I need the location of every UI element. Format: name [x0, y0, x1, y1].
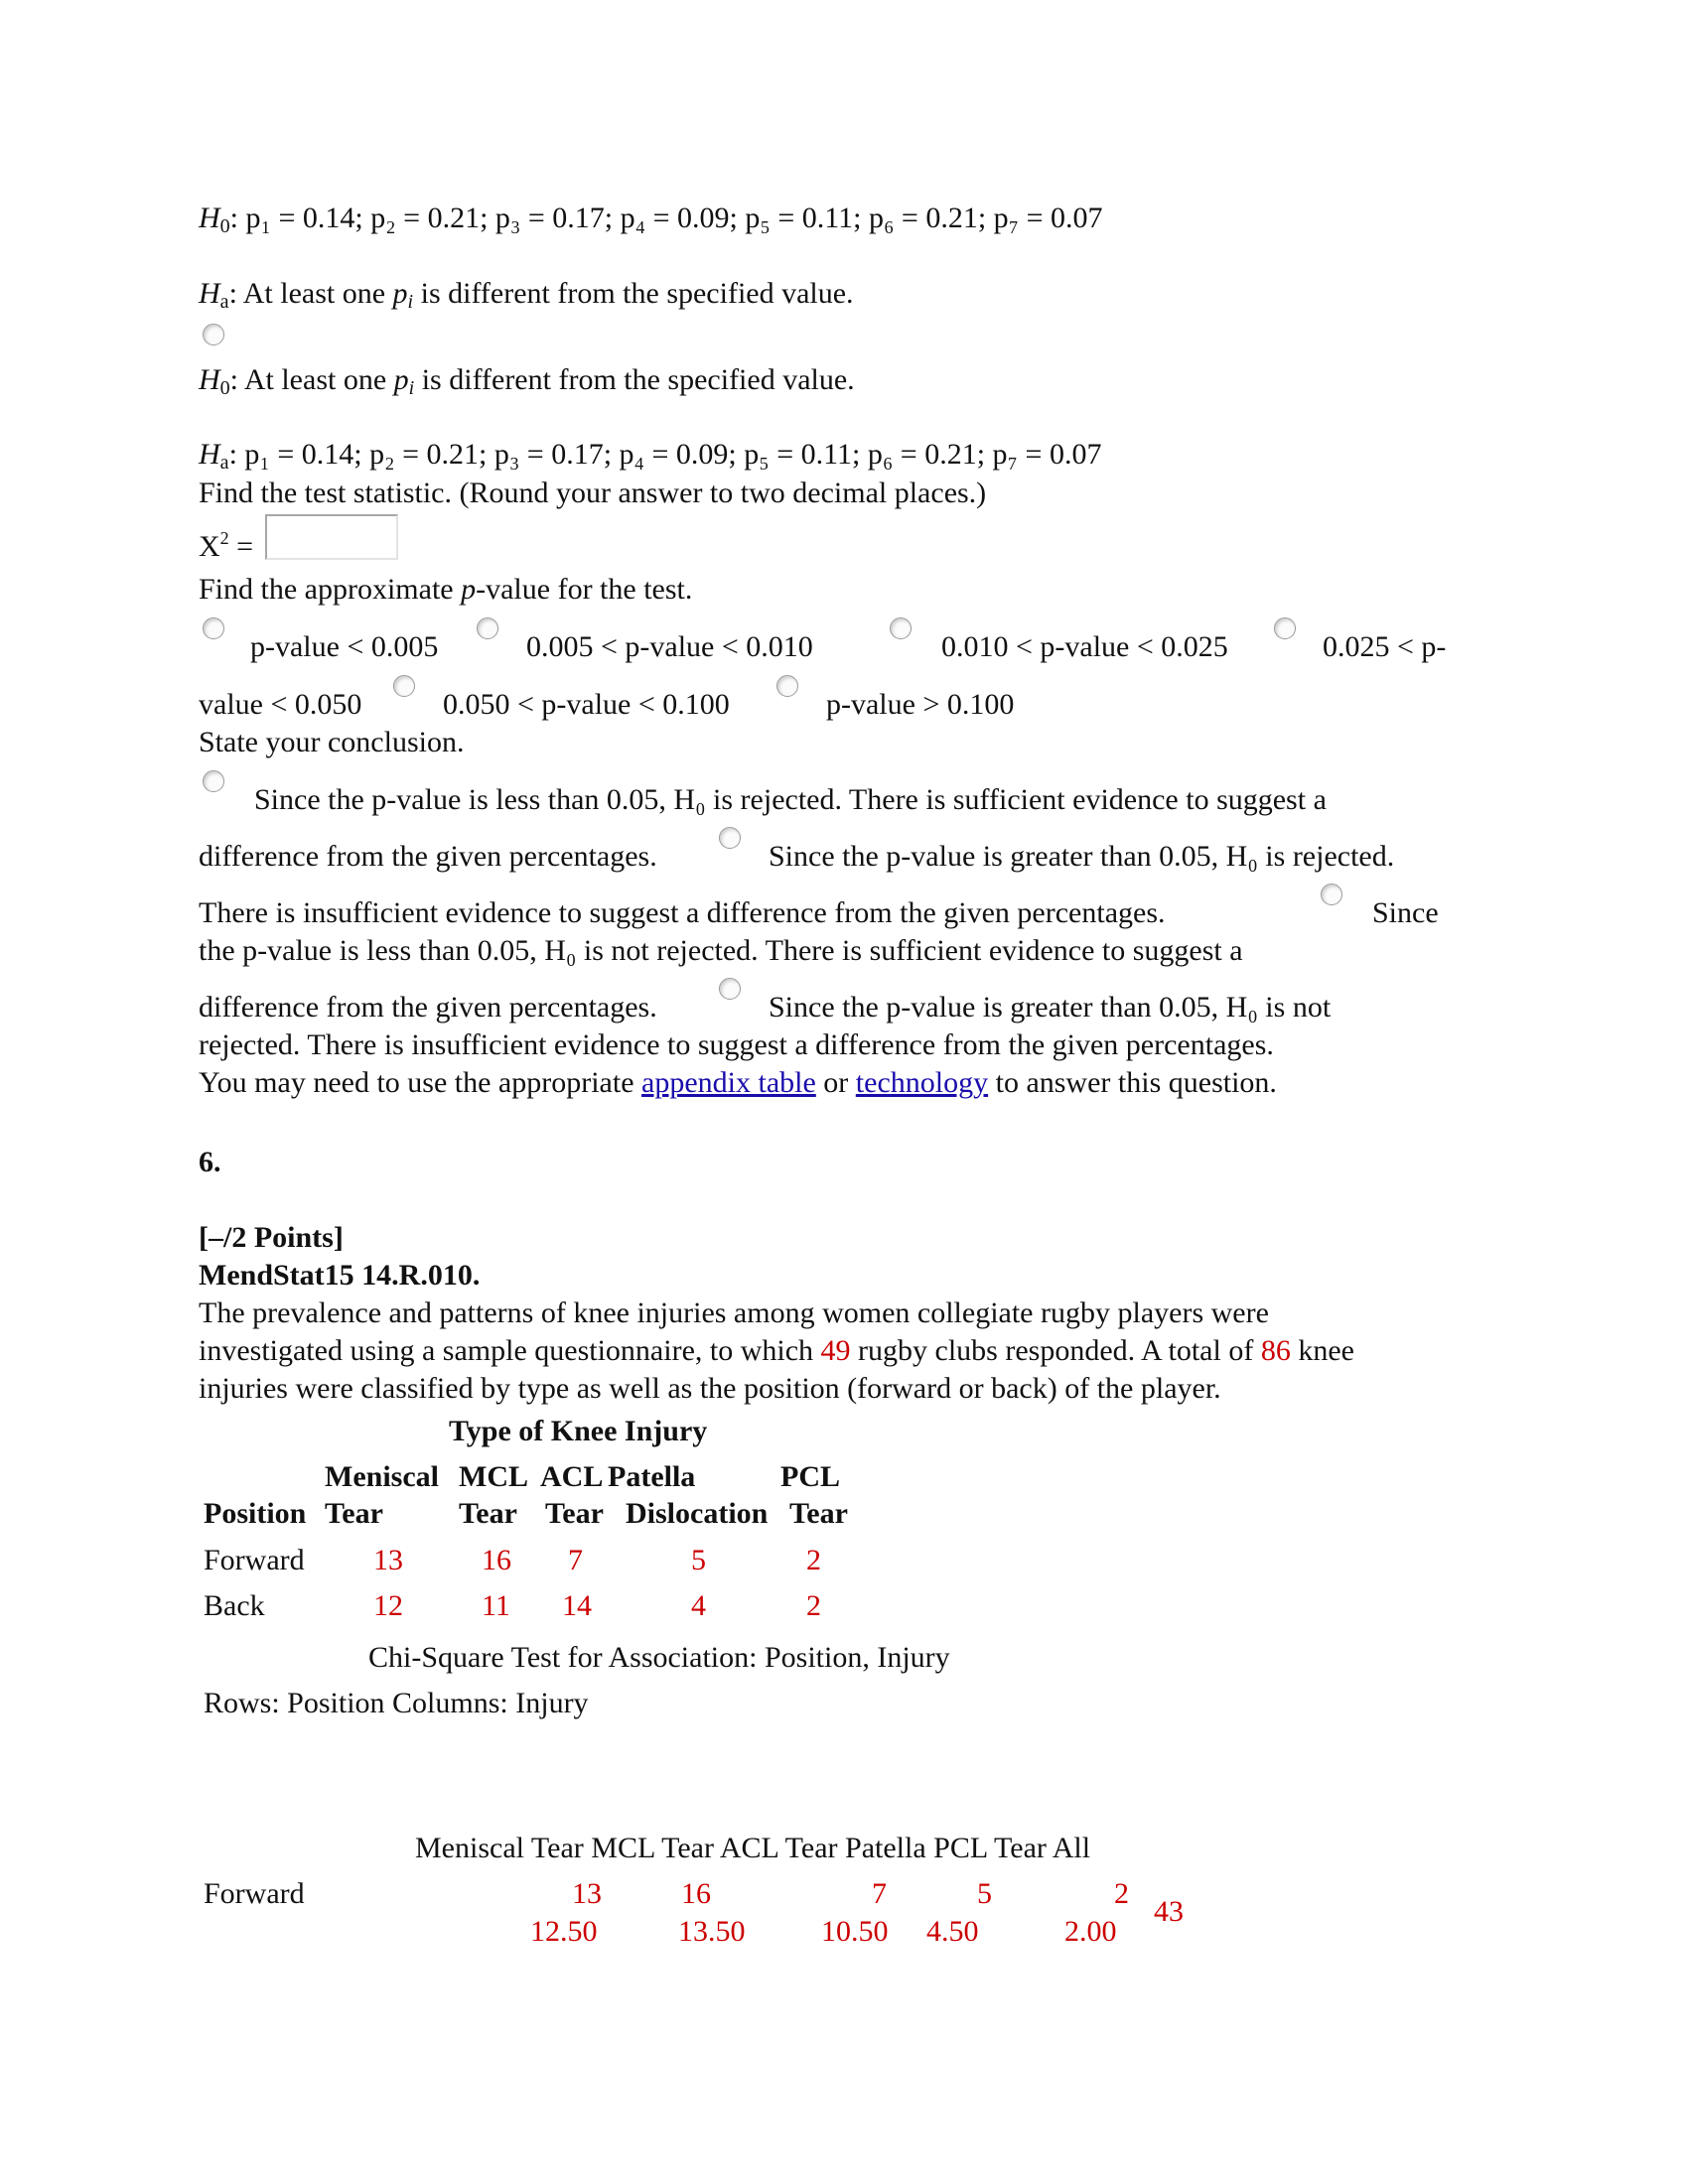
table2-expected-cell: 10.50 [821, 1915, 889, 1948]
table2-expected-cell: 13.50 [678, 1915, 746, 1948]
table1-cell: 11 [482, 1589, 510, 1622]
p-symbol: p [392, 277, 408, 310]
conclusion-option-3-continued: the p-value is less than 0.05, H₀ is not rejected. There is sufficient evidence to suggest a [199, 934, 1243, 967]
h0-subscript: 0 [219, 377, 230, 399]
table2-expected-cell: 2.00 [1064, 1915, 1117, 1948]
h0-subscript: 0 [219, 215, 230, 237]
h0-symbol: H [199, 363, 220, 396]
clubs-count: 49 [820, 1334, 851, 1367]
chi-square-input[interactable] [265, 514, 398, 560]
pvalue-option-6: p-value > 0.100 [826, 688, 1015, 721]
table1-row-label-back: Back [204, 1589, 265, 1622]
i-subscript: i [408, 377, 415, 399]
technology-link[interactable]: technology [855, 1066, 989, 1099]
p-symbol: p [393, 363, 409, 396]
option2-h0-text: : At least one [229, 363, 394, 396]
conclusion-option-1: Since the p-value is less than 0.05, H₀ is rejected. There is sufficient evidence to suggest a [254, 783, 1327, 816]
conclusion-option-2-radio[interactable] [719, 827, 741, 849]
conclusion-option-2: Since the p-value is greater than 0.05, H₀ is rejected. [769, 840, 1395, 873]
table2-observed-cell: 16 [681, 1877, 711, 1910]
question-description-line1: The prevalence and patterns of knee injuries among women collegiate rugby players were [199, 1297, 1269, 1329]
desc-text-pre: investigated using a sample questionnaire, to which [199, 1334, 821, 1367]
question-code: MendStat15 14.R.010. [199, 1259, 481, 1292]
pvalue-option-3: 0.010 < p-value < 0.025 [941, 630, 1228, 663]
i-subscript: i [407, 291, 414, 313]
conclusion-option-2-continued: There is insufficient evidence to suggest a difference from the given percentages. [199, 896, 1166, 929]
table1-cell: 13 [373, 1544, 403, 1576]
question-description-line3: injuries were classified by type as well as the position (forward or back) of the player. [199, 1372, 1221, 1405]
p-symbol: p [461, 573, 477, 606]
conclusion-option-4-radio[interactable] [719, 978, 741, 1000]
pvalue-option-3-radio[interactable] [890, 617, 912, 639]
table1-title: Type of Knee Injury [449, 1415, 708, 1447]
table2-observed-cell: 2 [1114, 1877, 1129, 1910]
pvalue-option-4: 0.025 < p- [1323, 630, 1447, 663]
table1-cell: 2 [806, 1589, 821, 1622]
table2-expected-cell: 4.50 [926, 1915, 979, 1948]
chi-superscript: 2 [219, 528, 229, 548]
question-points: [–/2 Points] [199, 1221, 344, 1254]
pvalue-option-5: 0.050 < p-value < 0.100 [443, 688, 730, 721]
table1-header-patella: Patella [608, 1460, 696, 1493]
option1-ha [199, 276, 854, 312]
table2-expected-cell: 12.50 [530, 1915, 598, 1948]
conclusion-prompt: State your conclusion. [199, 726, 465, 758]
table1-cell: 5 [691, 1544, 706, 1576]
table1-header-tear-5: Tear [789, 1497, 848, 1530]
chi-square-test-title: Chi-Square Test for Association: Position, Injury [368, 1641, 950, 1674]
table1-header-tear-3: Tear [545, 1497, 604, 1530]
conclusion-option-1-continued: difference from the given percentages. [199, 840, 657, 873]
pvalue-prompt [199, 572, 692, 608]
help-text-pre: You may need to use the appropriate [199, 1066, 642, 1099]
table1-header-tear-2: Tear [459, 1497, 517, 1530]
pvalue-option-6-radio[interactable] [776, 675, 798, 697]
pvalue-option-1-radio[interactable] [203, 617, 224, 639]
table2-observed-cell: 7 [872, 1877, 887, 1910]
table2-observed-cell: 5 [977, 1877, 992, 1910]
help-text-mid: or [815, 1066, 856, 1099]
test-stat-prompt: Find the test statistic. (Round your answer to two decimal places.) [199, 477, 987, 509]
conclusion-option-4: Since the p-value is greater than 0.05, H₀ is not [769, 991, 1332, 1024]
table2-row-label-forward: Forward [204, 1877, 305, 1910]
table2-header: Meniscal Tear MCL Tear ACL Tear Patella PCL Tear All [415, 1832, 1091, 1864]
h0-symbol: H [199, 202, 220, 234]
pvalue-prompt-text: Find the approximate [199, 573, 462, 606]
pvalue-option-4-continued: value < 0.050 [199, 688, 362, 721]
table1-row-label-forward: Forward [204, 1544, 305, 1576]
desc-text-post: knee [1290, 1334, 1354, 1367]
chi-symbol: X [199, 530, 220, 563]
table1-header-tear-1: Tear [325, 1497, 383, 1530]
table1-header-acl: ACL [540, 1460, 604, 1493]
chi-equals: = [228, 530, 254, 563]
pvalue-option-4-radio[interactable] [1274, 617, 1296, 639]
pvalue-prompt-end: -value for the test. [476, 573, 693, 606]
conclusion-option-4-continued: rejected. There is insufficient evidence to suggest a difference from the given percentages. [199, 1028, 1274, 1061]
conclusion-option-3-radio[interactable] [1321, 884, 1342, 905]
question-number: 6. [199, 1146, 221, 1178]
rows-columns-caption: Rows: Position Columns: Injury [204, 1687, 589, 1719]
option1-h0-text: : p₁ = 0.14; p₂ = 0.21; p₃ = 0.17; p₄ = 0.09; p₅ = 0.11; p₆ = 0.21; p₇ = 0.07 [229, 202, 1103, 234]
table1-header-pcl: PCL [780, 1460, 840, 1493]
option2-ha [199, 437, 1101, 473]
table1-cell: 2 [806, 1544, 821, 1576]
ha-subscript: a [219, 291, 229, 313]
pvalue-option-2: 0.005 < p-value < 0.010 [526, 630, 813, 663]
conclusion-option-1-radio[interactable] [203, 770, 224, 792]
table1-header-position: Position [204, 1497, 307, 1530]
table1-header-meniscal: Meniscal [325, 1460, 439, 1493]
option2-ha-text: : p₁ = 0.14; p₂ = 0.21; p₃ = 0.17; p₄ = 0.09; p₅ = 0.11; p₆ = 0.21; p₇ = 0.07 [228, 438, 1102, 471]
table2-all-total: 43 [1154, 1895, 1184, 1928]
table1-cell: 7 [568, 1544, 583, 1576]
conclusion-option-3-end: difference from the given percentages. [199, 991, 657, 1024]
ha-symbol: H [199, 277, 220, 310]
table1-header-dislocation: Dislocation [626, 1497, 769, 1530]
ha-subscript: a [219, 452, 229, 474]
option2-h0 [199, 362, 855, 398]
hypothesis-option2-radio[interactable] [203, 324, 224, 345]
help-text [199, 1065, 1277, 1101]
option1-h0 [199, 201, 1103, 236]
help-text-post: to answer this question. [988, 1066, 1277, 1099]
table1-cell: 12 [373, 1589, 403, 1622]
chi-square-label [199, 529, 253, 565]
table1-cell: 16 [482, 1544, 511, 1576]
pvalue-option-5-radio[interactable] [393, 675, 415, 697]
desc-text-mid: rugby clubs responded. A total of [850, 1334, 1261, 1367]
pvalue-option-1: p-value < 0.005 [250, 630, 439, 663]
ha-symbol: H [199, 438, 220, 471]
table1-cell: 14 [562, 1589, 592, 1622]
table2-observed-cell: 13 [572, 1877, 602, 1910]
appendix-table-link[interactable]: appendix table [641, 1066, 816, 1099]
option1-ha-text-end: is different from the specified value. [413, 277, 854, 310]
pvalue-option-2-radio[interactable] [477, 617, 498, 639]
conclusion-option-3: Since [1372, 896, 1439, 929]
table1-cell: 4 [691, 1589, 706, 1622]
option1-ha-text: : At least one [228, 277, 393, 310]
injuries-count: 86 [1260, 1334, 1291, 1367]
table1-header-mcl: MCL [459, 1460, 528, 1493]
option2-h0-text-end: is different from the specified value. [414, 363, 855, 396]
question-description-line2 [199, 1333, 1354, 1369]
